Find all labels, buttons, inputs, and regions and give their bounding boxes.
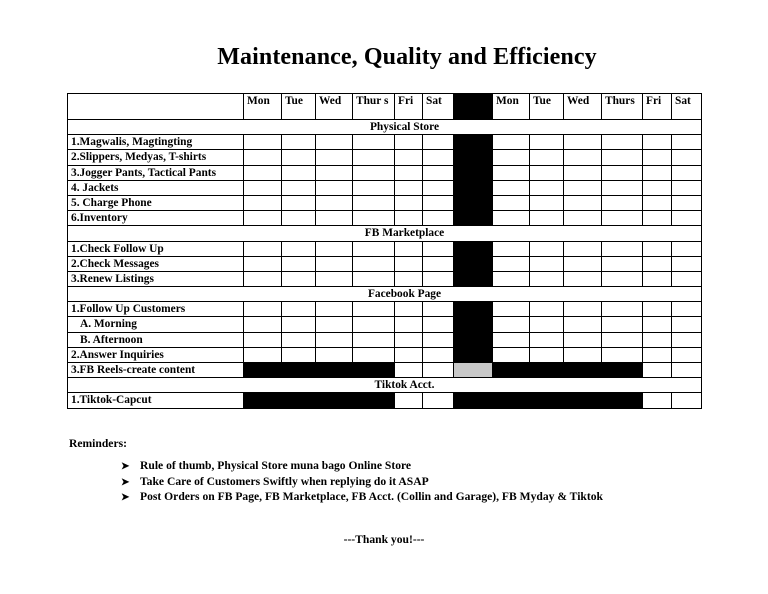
schedule-checkbox-cell[interactable] [244,195,282,210]
schedule-checkbox-cell[interactable] [395,271,423,286]
schedule-checkbox-cell[interactable] [493,180,530,195]
task-label: 6.Inventory [68,211,244,226]
schedule-checkbox-cell[interactable] [530,256,564,271]
corner-cell [68,94,244,120]
schedule-checkbox-cell[interactable] [244,150,282,165]
schedule-checkbox-cell[interactable] [316,271,353,286]
week-separator [454,94,493,120]
task-row [68,393,702,408]
schedule-checkbox-cell[interactable] [282,195,316,210]
schedule-checkbox-cell[interactable] [672,165,702,180]
schedule-checkbox-cell[interactable] [493,332,530,347]
schedule-checkbox-cell[interactable] [244,256,282,271]
schedule-checkbox-cell[interactable] [602,271,643,286]
schedule-checkbox-cell[interactable] [353,332,395,347]
week-separator [454,135,493,150]
schedule-checkbox-cell[interactable] [602,211,643,226]
schedule-checkbox-cell[interactable] [602,150,643,165]
schedule-checkbox-cell[interactable] [282,271,316,286]
day-header-week1: Sat [423,94,454,120]
schedule-checkbox-cell[interactable] [316,241,353,256]
week-separator [454,180,493,195]
section-row [68,378,702,393]
blocked-cell [316,393,353,408]
schedule-checkbox-cell[interactable] [643,317,672,332]
week-separator [454,195,493,210]
reminder-text: Rule of thumb, Physical Store muna bago Online Store [140,459,412,472]
schedule-checkbox-cell[interactable] [353,256,395,271]
schedule-checkbox-cell[interactable] [353,241,395,256]
schedule-checkbox-cell[interactable] [353,165,395,180]
task-row [68,180,702,195]
schedule-checkbox-cell[interactable] [564,347,602,362]
task-label: 2.Slippers, Medyas, T-shirts [68,150,244,165]
arrow-bullet-icon: ➤ [121,492,130,503]
schedule-checkbox-cell[interactable] [244,135,282,150]
reminders-list [121,459,603,506]
schedule-checkbox-cell[interactable] [423,150,454,165]
schedule-checkbox-cell[interactable] [530,150,564,165]
shaded-cell [454,363,493,378]
schedule-checkbox-cell[interactable] [316,317,353,332]
schedule-checkbox-cell[interactable] [672,271,702,286]
schedule-checkbox-cell[interactable] [395,241,423,256]
schedule-checkbox-cell[interactable] [423,195,454,210]
schedule-checkbox-cell[interactable] [316,347,353,362]
schedule-checkbox-cell[interactable] [564,180,602,195]
schedule-checkbox-cell[interactable] [353,317,395,332]
task-label: 2.Check Messages [68,256,244,271]
blocked-cell [316,363,353,378]
schedule-checkbox-cell[interactable] [423,256,454,271]
schedule-checkbox-cell[interactable] [395,256,423,271]
schedule-checkbox-cell[interactable] [423,180,454,195]
schedule-checkbox-cell[interactable] [244,271,282,286]
schedule-checkbox-cell[interactable] [395,150,423,165]
schedule-checkbox-cell[interactable] [316,302,353,317]
week-separator [454,211,493,226]
day-header-week1: Fri [395,94,423,120]
schedule-checkbox-cell[interactable] [282,241,316,256]
day-header-week2: Sat [672,94,702,120]
week-separator [454,317,493,332]
reminder-text: Post Orders on FB Page, FB Marketplace, FB Acct. (Collin and Garage), FB Myday & Tiktok [140,490,603,503]
schedule-checkbox-cell[interactable] [493,195,530,210]
schedule-checkbox-cell[interactable] [244,180,282,195]
schedule-checkbox-cell[interactable] [564,317,602,332]
schedule-checkbox-cell[interactable] [530,347,564,362]
blocked-cell [454,393,493,408]
week-separator [454,332,493,347]
schedule-checkbox-cell[interactable] [643,195,672,210]
blocked-cell [282,393,316,408]
schedule-checkbox-cell[interactable] [643,256,672,271]
task-label: 3.FB Reels-create content [68,363,244,378]
section-row [68,287,702,302]
schedule-checkbox-cell[interactable] [643,271,672,286]
schedule-checkbox-cell[interactable] [564,241,602,256]
schedule-checkbox-cell[interactable] [395,211,423,226]
schedule-checkbox-cell[interactable] [530,165,564,180]
day-header-week1: Thur s [353,94,395,120]
schedule-checkbox-cell[interactable] [282,150,316,165]
schedule-checkbox-cell[interactable] [530,317,564,332]
schedule-checkbox-cell[interactable] [395,332,423,347]
schedule-checkbox-cell[interactable] [244,211,282,226]
schedule-checkbox-cell[interactable] [672,195,702,210]
schedule-checkbox-cell[interactable] [643,332,672,347]
schedule-checkbox-cell[interactable] [423,317,454,332]
reminder-item [121,459,603,475]
blocked-cell [564,393,602,408]
reminder-item [121,490,603,506]
schedule-checkbox-cell[interactable] [564,332,602,347]
schedule-checkbox-cell[interactable] [643,302,672,317]
schedule-checkbox-cell[interactable] [672,241,702,256]
section-header: Tiktok Acct. [68,378,702,393]
schedule-checkbox-cell[interactable] [244,241,282,256]
schedule-checkbox-cell[interactable] [423,241,454,256]
schedule-checkbox-cell[interactable] [602,332,643,347]
schedule-checkbox-cell[interactable] [353,195,395,210]
day-header-week2: Thurs [602,94,643,120]
task-row [68,256,702,271]
day-header-week2: Wed [564,94,602,120]
section-row [68,226,702,241]
schedule-checkbox-cell[interactable] [672,256,702,271]
schedule-checkbox-cell[interactable] [244,317,282,332]
schedule-checkbox-cell[interactable] [602,347,643,362]
schedule-checkbox-cell[interactable] [564,211,602,226]
day-header-week2: Mon [493,94,530,120]
blocked-cell [493,393,530,408]
schedule-checkbox-cell[interactable] [353,271,395,286]
schedule-table [67,93,702,409]
blocked-cell [564,363,602,378]
task-row [68,211,702,226]
schedule-checkbox-cell[interactable] [672,347,702,362]
schedule-checkbox-cell[interactable] [316,135,353,150]
schedule-checkbox-cell[interactable] [564,256,602,271]
section-header: FB Marketplace [68,226,702,241]
schedule-checkbox-cell[interactable] [564,150,602,165]
schedule-checkbox-cell[interactable] [395,135,423,150]
schedule-checkbox-cell[interactable] [423,332,454,347]
day-header-week2: Tue [530,94,564,120]
schedule-checkbox-cell[interactable] [244,347,282,362]
task-row [68,347,702,362]
schedule-checkbox-cell[interactable] [353,150,395,165]
section-header: Physical Store [68,120,702,135]
week-separator [454,165,493,180]
blocked-cell [282,363,316,378]
schedule-checkbox-cell[interactable] [602,302,643,317]
schedule-checkbox-cell[interactable] [602,256,643,271]
schedule-checkbox-cell[interactable] [353,135,395,150]
week-separator [454,150,493,165]
task-label: 1.Check Follow Up [68,241,244,256]
schedule-checkbox-cell[interactable] [353,211,395,226]
section-header: Facebook Page [68,287,702,302]
schedule-checkbox-cell[interactable] [530,135,564,150]
task-row [68,150,702,165]
schedule-checkbox-cell[interactable] [672,211,702,226]
blocked-cell [353,363,395,378]
schedule-checkbox-cell[interactable] [643,363,672,378]
schedule-checkbox-cell[interactable] [564,135,602,150]
schedule-checkbox-cell[interactable] [564,302,602,317]
task-label: 4. Jackets [68,180,244,195]
schedule-checkbox-cell[interactable] [244,302,282,317]
schedule-checkbox-cell[interactable] [395,302,423,317]
schedule-checkbox-cell[interactable] [493,302,530,317]
arrow-bullet-icon: ➤ [121,461,130,472]
schedule-checkbox-cell[interactable] [282,302,316,317]
schedule-checkbox-cell[interactable] [316,165,353,180]
schedule-checkbox-cell[interactable] [395,317,423,332]
week-separator [454,241,493,256]
schedule-checkbox-cell[interactable] [493,150,530,165]
schedule-checkbox-cell[interactable] [282,347,316,362]
day-header-week1: Mon [244,94,282,120]
schedule-checkbox-cell[interactable] [602,165,643,180]
blocked-cell [530,393,564,408]
schedule-checkbox-cell[interactable] [316,195,353,210]
day-header-week1: Wed [316,94,353,120]
schedule-checkbox-cell[interactable] [423,302,454,317]
schedule-checkbox-cell[interactable] [602,195,643,210]
day-header-week2: Fri [643,94,672,120]
task-label: 3.Renew Listings [68,271,244,286]
schedule-checkbox-cell[interactable] [643,135,672,150]
schedule-checkbox-cell[interactable] [564,195,602,210]
reminders-title: Reminders: [69,437,127,450]
task-row [68,165,702,180]
schedule-checkbox-cell[interactable] [423,347,454,362]
schedule-checkbox-cell[interactable] [530,302,564,317]
schedule-checkbox-cell[interactable] [244,332,282,347]
schedule-checkbox-cell[interactable] [643,211,672,226]
schedule-checkbox-cell[interactable] [530,241,564,256]
header-row [68,94,702,120]
blocked-cell [493,363,530,378]
task-row [68,135,702,150]
blocked-cell [353,393,395,408]
task-row [68,317,702,332]
schedule-checkbox-cell[interactable] [423,271,454,286]
schedule-checkbox-cell[interactable] [395,165,423,180]
schedule-checkbox-cell[interactable] [672,135,702,150]
schedule-checkbox-cell[interactable] [672,393,702,408]
schedule-checkbox-cell[interactable] [672,363,702,378]
schedule-checkbox-cell[interactable] [395,180,423,195]
schedule-checkbox-cell[interactable] [353,180,395,195]
schedule-checkbox-cell[interactable] [530,211,564,226]
task-label: 3.Jogger Pants, Tactical Pants [68,165,244,180]
task-label: B. Afternoon [68,332,244,347]
schedule-checkbox-cell[interactable] [423,165,454,180]
schedule-checkbox-cell[interactable] [282,317,316,332]
schedule-checkbox-cell[interactable] [672,180,702,195]
task-label: 1.Magwalis, Magtingting [68,135,244,150]
schedule-checkbox-cell[interactable] [643,150,672,165]
schedule-checkbox-cell[interactable] [316,332,353,347]
week-separator [454,256,493,271]
schedule-checkbox-cell[interactable] [282,180,316,195]
reminder-item [121,475,603,491]
blocked-cell [602,393,643,408]
schedule-checkbox-cell[interactable] [493,241,530,256]
week-separator [454,271,493,286]
schedule-checkbox-cell[interactable] [423,363,454,378]
schedule-checkbox-cell[interactable] [395,347,423,362]
task-row [68,271,702,286]
schedule-checkbox-cell[interactable] [353,347,395,362]
schedule-checkbox-cell[interactable] [493,211,530,226]
task-label: 2.Answer Inquiries [68,347,244,362]
schedule-checkbox-cell[interactable] [282,211,316,226]
schedule-checkbox-cell[interactable] [493,317,530,332]
schedule-checkbox-cell[interactable] [282,135,316,150]
week-separator [454,302,493,317]
section-row [68,120,702,135]
schedule-checkbox-cell[interactable] [530,195,564,210]
schedule-checkbox-cell[interactable] [602,135,643,150]
schedule-checkbox-cell[interactable] [672,302,702,317]
schedule-checkbox-cell[interactable] [643,347,672,362]
schedule-checkbox-cell[interactable] [423,211,454,226]
schedule-checkbox-cell[interactable] [282,165,316,180]
schedule-checkbox-cell[interactable] [602,241,643,256]
task-row [68,363,702,378]
schedule-checkbox-cell[interactable] [282,256,316,271]
schedule-checkbox-cell[interactable] [423,393,454,408]
schedule-checkbox-cell[interactable] [493,165,530,180]
task-label: 1.Follow Up Customers [68,302,244,317]
schedule-checkbox-cell[interactable] [602,317,643,332]
schedule-checkbox-cell[interactable] [672,317,702,332]
schedule-checkbox-cell[interactable] [493,347,530,362]
schedule-checkbox-cell[interactable] [564,271,602,286]
schedule-checkbox-cell[interactable] [643,241,672,256]
schedule-checkbox-cell[interactable] [530,180,564,195]
thank-you-footer: ---Thank you!--- [343,533,425,546]
schedule-checkbox-cell[interactable] [282,332,316,347]
schedule-checkbox-cell[interactable] [493,135,530,150]
schedule-checkbox-cell[interactable] [395,195,423,210]
schedule-checkbox-cell[interactable] [316,256,353,271]
day-header-week1: Tue [282,94,316,120]
task-row [68,195,702,210]
schedule-checkbox-cell[interactable] [395,363,423,378]
task-label: 1.Tiktok-Capcut [68,393,244,408]
schedule-checkbox-cell[interactable] [530,332,564,347]
arrow-bullet-icon: ➤ [121,476,130,488]
schedule-checkbox-cell[interactable] [423,135,454,150]
schedule-checkbox-cell[interactable] [493,271,530,286]
schedule-checkbox-cell[interactable] [672,150,702,165]
schedule-checkbox-cell[interactable] [244,165,282,180]
schedule-checkbox-cell[interactable] [316,211,353,226]
schedule-checkbox-cell[interactable] [564,165,602,180]
schedule-checkbox-cell[interactable] [395,393,423,408]
task-label: 5. Charge Phone [68,195,244,210]
schedule-checkbox-cell[interactable] [493,256,530,271]
task-row [68,302,702,317]
schedule-checkbox-cell[interactable] [316,150,353,165]
schedule-checkbox-cell[interactable] [316,180,353,195]
task-label: A. Morning [68,317,244,332]
schedule-checkbox-cell[interactable] [643,180,672,195]
schedule-checkbox-cell[interactable] [530,271,564,286]
schedule-checkbox-cell[interactable] [643,393,672,408]
blocked-cell [530,363,564,378]
blocked-cell [602,363,643,378]
reminder-text: Take Care of Customers Swiftly when replying do it ASAP [140,474,429,488]
task-row [68,241,702,256]
schedule-checkbox-cell[interactable] [353,302,395,317]
page-title: Maintenance, Quality and Efficiency [217,44,597,70]
schedule-checkbox-cell[interactable] [672,332,702,347]
schedule-checkbox-cell[interactable] [643,165,672,180]
task-row [68,332,702,347]
blocked-cell [244,393,282,408]
week-separator [454,347,493,362]
blocked-cell [244,363,282,378]
schedule-checkbox-cell[interactable] [602,180,643,195]
